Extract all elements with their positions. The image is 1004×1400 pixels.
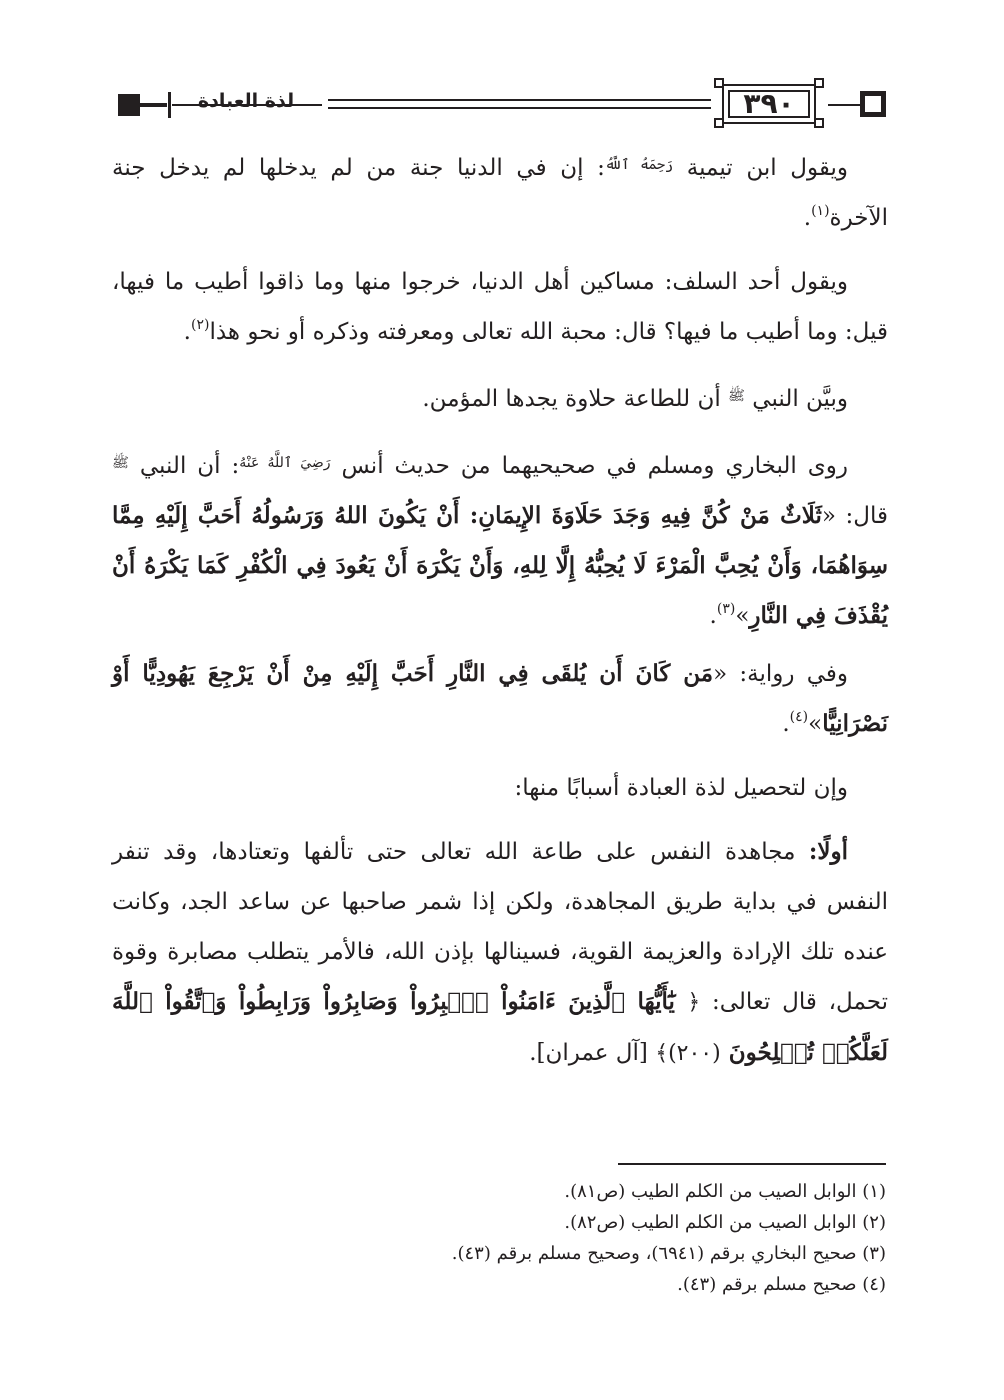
quran-verse: يَٰٓأَيُّهَا ٱلَّذِينَ ءَامَنُواْ ٱصۡبِرُواْ وَصَابِرُواْ وَرَابِطُواْ وَٱتَّقُواْ ٱللَّهَ لَعَلَّكُمۡ تُفۡلِحُونَ [112,988,888,1066]
paragraph-gap [112,749,888,763]
text-run: » [808,711,823,737]
paragraph-salaf [112,257,888,357]
paragraph-hadith-three [112,438,888,641]
quran-bracket-open: ﴿ [687,990,701,1015]
paragraph-ibn-taymiyyah [112,140,888,243]
footnote-2: (٢) الوابل الصيب من الكلم الطيب (ص٨٢). [564,1212,886,1233]
text-run: : إن في الدنيا جنة من لم يدخلها لم يدخل جنة الآخرة [112,155,888,231]
paragraph-gap [112,424,888,438]
text-run: : أن النبي [128,453,240,479]
text-run: » [735,603,750,629]
text-run: ويقول أحد السلف: مساكين أهل الدنيا، خرجوا منها وما ذاقوا أطيب ما فيها، قيل: وما أطيب ما فيها؟ قال: محبة الله تعالى ومعرفته وذكره أو نحو هذا [112,269,888,345]
hadith-text: مَن كَانَ أَن يُلقَى فِي النَّارِ أَحَبَّ إِلَيْهِ مِنْ أَنْ يَرْجِعَ يَهُودِيًّا أَوْ نَصْرَانِيًّا [112,660,888,737]
paragraph-hadith-narration [112,649,888,749]
text-run: وفي رواية: « [713,661,848,687]
header-rule-right [828,104,860,106]
footnote-ref-1[interactable]: (١) [811,203,830,219]
surah-reference: [آل عمران]. [529,1040,656,1066]
footnote-ref-3[interactable]: (٣) [716,601,736,617]
running-title: لذة العبادة [197,90,295,112]
footnote-4: (٤) صحيح مسلم برقم (٤٣). [677,1274,886,1295]
header-ornament-tick [168,92,171,118]
honorific-glyph: ﷺ [728,388,745,404]
footnote-ref-4[interactable]: (٤) [789,709,809,725]
page-header [0,0,1004,140]
quran-bracket-close: ﴾ [655,1041,669,1066]
frame-corner-ornament [814,118,824,128]
paragraph-gap [112,243,888,257]
header-ornament-square [118,94,140,116]
paragraph-gap [112,641,888,649]
paragraph-sweetness [112,371,888,424]
main-text [112,140,888,1079]
text-run: . [803,205,812,231]
text-run: ويقول ابن تيمية [673,155,848,181]
text-run: وبيَّن النبي [744,386,848,412]
frame-corner-ornament [714,118,724,128]
footnote-ref-2[interactable]: (٢) [190,317,210,333]
honorific-glyph: ﷺ [112,455,129,471]
honorific-glyph: رَحِمَهُ ٱللَّهُ [604,157,674,173]
paragraph-gap [112,357,888,371]
text-run: روى البخاري ومسلم في صحيحيهما من حديث أنس [330,453,848,479]
footnote-3: (٣) صحيح البخاري برقم (٦٩٤١)، وصحيح مسلم برقم (٤٣). [451,1243,886,1264]
header-ornament-hollow-square [860,91,886,117]
footnote-1: (١) الوابل الصيب من الكلم الطيب (ص٨١). [564,1181,886,1202]
text-run: أن للطاعة حلاوة يجدها المؤمن. [422,386,729,412]
ayah-marker: (٢٠٠) [668,1041,721,1066]
paragraph-gap [112,813,888,827]
header-double-rule [328,99,711,109]
paragraph-first-cause [112,827,888,1079]
paragraph-causes-intro [112,763,888,813]
footnote-separator [618,1163,886,1165]
ayah-number: ٢٠٠ [676,1041,713,1066]
header-ornament-bar [139,103,167,107]
text-run: . [709,603,717,629]
point-label: أولًا: [808,838,848,865]
text-run: وإن لتحصيل لذة العبادة أسبابًا منها: [514,775,848,801]
frame-corner-ornament [814,78,824,88]
text-run: مجاهدة النفس على طاعة الله تعالى حتى تألفها وتعتادها، وقد تنفر النفس في بداية طريق المجاهدة، ولكن إذا شمر صاحبها عن ساعد الجد، وكانت عنده تلك الإرادة والعزيمة القوية، فسينالها بإذن الله، فالأمر يتطلب مصابرة وقوة تحمل، قال تعالى: [112,839,888,1015]
text-run: قال: « [821,503,888,529]
page-number: ٣٩٠ [743,87,795,120]
text-run: . [782,711,790,737]
honorific-glyph: رَضِيَ ٱللَّهُ عَنْهُ [239,455,331,471]
footnotes [300,1176,886,1300]
hadith-text: ثَلَاثٌ مَنْ كُنَّ فِيهِ وَجَدَ حَلَاوَةَ الإِيمَانِ: أَنْ يَكُونَ اللهُ وَرَسُولُهُ أَحَبَّ إِلَيْهِ مِمَّا سِوَاهُمَا، وَأَنْ يُحِبَّ الْمَرْءَ لَا يُحِبُّهُ إِلَّا لِلهِ، وَأَنْ يَكْرَهَ أَنْ يَعُودَ فِي الْكُفْرِ كَمَا يَكْرَهُ أَنْ يُقْذَفَ فِي النَّارِ [112,502,888,629]
text-run: . [183,319,191,345]
page-number-frame [712,78,826,130]
frame-corner-ornament [714,78,724,88]
